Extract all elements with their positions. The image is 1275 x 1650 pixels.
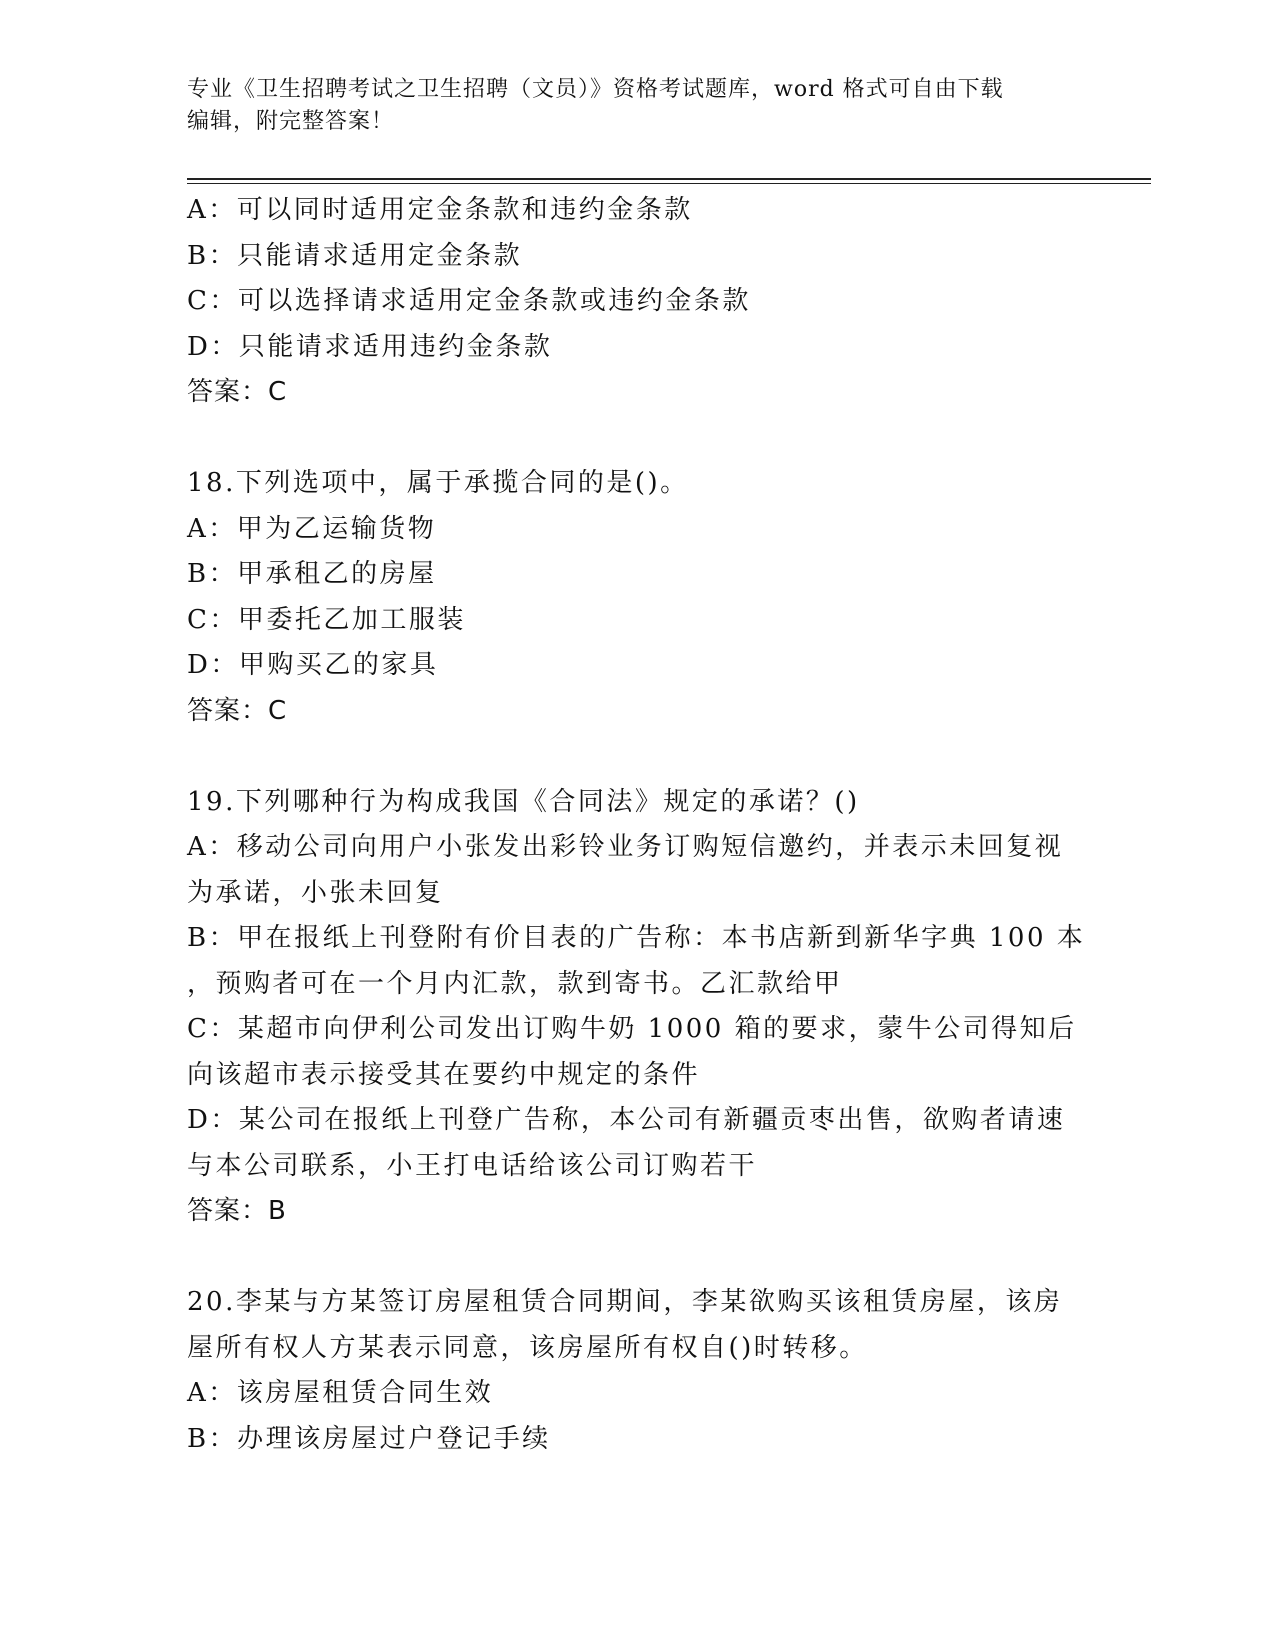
- q19-answer: 答案：B: [187, 1196, 287, 1226]
- document-header: [187, 74, 1067, 138]
- q19-option-b-line-1: B：甲在报纸上刊登附有价目表的广告称：本书店新到新华字典 100 本: [187, 923, 1086, 953]
- q18-option-b: B：甲承租乙的房屋: [187, 559, 437, 589]
- q20-question-line-2: 屋所有权人方某表示同意，该房屋所有权自()时转移。: [187, 1332, 868, 1363]
- spacer: [187, 734, 1077, 780]
- q19-option-c-line-1: C：某超市向伊利公司发出订购牛奶 1000 箱的要求，蒙牛公司得知后: [187, 1014, 1077, 1044]
- q19-question: 19.下列哪种行为构成我国《合同法》规定的承诺？(): [187, 786, 860, 817]
- q17-option-a: A：可以同时适用定金条款和违约金条款: [187, 195, 693, 225]
- q19-option-b-line-2: ，预购者可在一个月内汇款，款到寄书。乙汇款给甲: [187, 968, 843, 999]
- question-19: [187, 780, 1086, 1235]
- q18-option-c: C：甲委托乙加工服装: [187, 604, 466, 635]
- question-17-continued: [187, 188, 1077, 416]
- question-20: [187, 1280, 1077, 1462]
- header-line-1: 专业《卫生招聘考试之卫生招聘（文员）》资格考试题库，word 格式可自由下载: [187, 77, 1004, 102]
- q17-option-b: B：只能请求适用定金条款: [187, 240, 523, 271]
- q18-option-d: D：甲购买乙的家具: [187, 650, 439, 680]
- header-line-2: 编辑，附完整答案！: [187, 109, 395, 134]
- q17-option-c: C：可以选择请求适用定金条款或违约金条款: [187, 286, 751, 316]
- q17-option-d: D：只能请求适用违约金条款: [187, 331, 553, 362]
- spacer: [187, 416, 1077, 462]
- q19-option-a-line-1: A：移动公司向用户小张发出彩铃业务订购短信邀约，并表示未回复视: [187, 832, 1064, 862]
- q19-option-c-line-2: 向该超市表示接受其在要约中规定的条件: [187, 1059, 701, 1090]
- q18-answer: 答案：C: [187, 695, 288, 726]
- q18-option-a: A：甲为乙运输货物: [187, 513, 437, 544]
- q19-option-d-line-2: 与本公司联系，小王打电话给该公司订购若干: [187, 1150, 758, 1181]
- q18-question: 18.下列选项中，属于承揽合同的是()。: [187, 468, 689, 498]
- q19-option-d-line-1: D：某公司在报纸上刊登广告称，本公司有新疆贡枣出售，欲购者请速: [187, 1105, 1066, 1135]
- header-divider-thick: [187, 178, 1151, 180]
- spacer: [187, 1235, 1077, 1281]
- header-divider-thin: [187, 183, 1151, 184]
- question-18: [187, 461, 1077, 734]
- q17-answer: 答案：C: [187, 377, 288, 407]
- q19-option-a-line-2: 为承诺，小张未回复: [187, 877, 444, 908]
- q20-option-b: B：办理该房屋过户登记手续: [187, 1423, 551, 1454]
- question-content: [187, 188, 1086, 1462]
- q20-option-a: A：该房屋租赁合同生效: [187, 1378, 494, 1408]
- q20-question-line-1: 20.李某与方某签订房屋租赁合同期间，李某欲购买该租赁房屋，该房: [187, 1287, 1063, 1317]
